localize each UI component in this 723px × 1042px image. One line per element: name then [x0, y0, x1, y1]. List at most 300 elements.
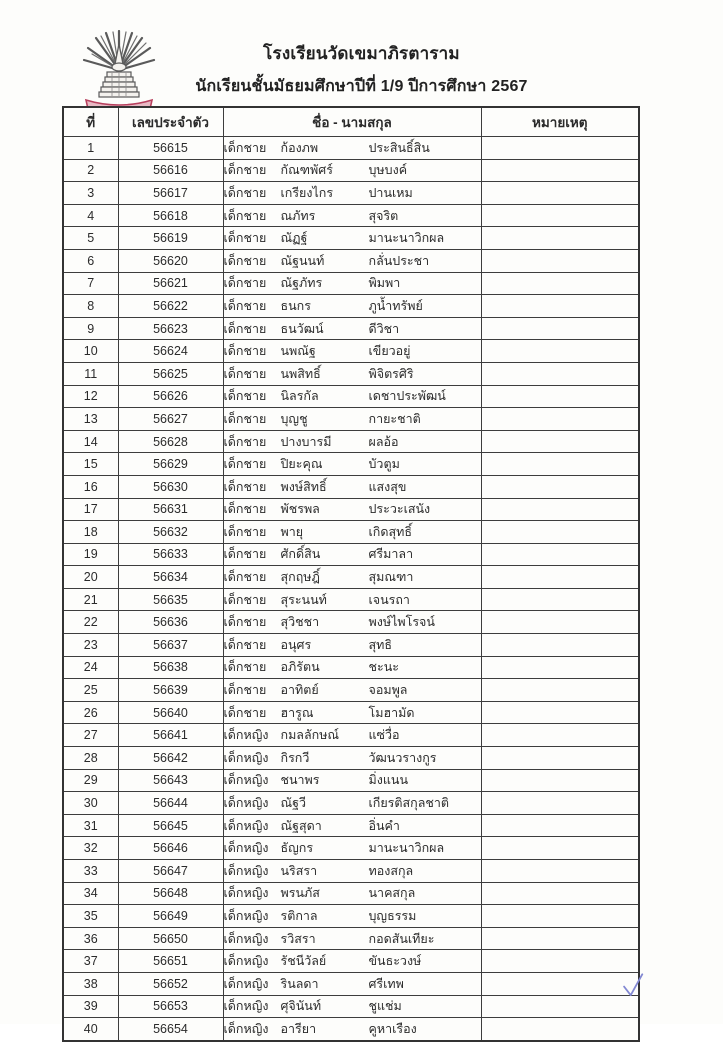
row-number-cell: 35 — [63, 905, 118, 928]
remark-cell — [481, 408, 639, 431]
student-name-cell — [223, 860, 481, 883]
student-last-name: ศรีมาลา — [368, 547, 414, 562]
remark-cell — [481, 362, 639, 385]
remark-cell — [481, 1018, 639, 1041]
row-number-cell: 24 — [63, 656, 118, 679]
student-id-cell: 56640 — [118, 701, 223, 724]
student-last-name: ศรีเทพ — [368, 976, 404, 991]
student-first-name: ณัฐวี — [280, 796, 307, 811]
student-first-name: นริสรา — [280, 863, 318, 878]
remark-cell — [481, 137, 639, 160]
student-first-name: พรนภัส — [280, 886, 320, 901]
table-row — [63, 204, 639, 227]
remark-cell — [481, 950, 639, 973]
student-name-cell — [223, 475, 481, 498]
student-last-name: ประสินธิ์สิน — [368, 140, 430, 155]
student-last-name: อิ่นคำ — [368, 818, 400, 833]
student-name-cell — [223, 566, 481, 589]
student-id-cell: 56654 — [118, 1018, 223, 1041]
row-number-cell: 28 — [63, 747, 118, 770]
student-first-name: ณัฏฐ์ — [280, 231, 308, 246]
student-id-cell: 56637 — [118, 634, 223, 657]
student-first-name: ณภัทร — [280, 208, 316, 223]
table-row — [63, 453, 639, 476]
student-first-name: พัชรพล — [280, 502, 320, 517]
student-first-name: เกรียงไกร — [280, 185, 334, 200]
row-number-cell: 9 — [63, 317, 118, 340]
remark-cell — [481, 385, 639, 408]
table-row — [63, 814, 639, 837]
student-id-cell: 56638 — [118, 656, 223, 679]
student-title: เด็กหญิง — [223, 886, 269, 901]
student-first-name: ศุจินันท์ — [280, 999, 322, 1014]
student-name-cell — [223, 430, 481, 453]
student-last-name: เกียรติสกุลชาติ — [368, 796, 449, 811]
student-id-cell: 56630 — [118, 475, 223, 498]
student-title: เด็กชาย — [223, 502, 267, 517]
student-last-name: ชูแช่ม — [368, 999, 402, 1014]
student-first-name: พงษ์สิทธิ์ — [280, 479, 327, 494]
row-number-cell: 13 — [63, 408, 118, 431]
student-title: เด็กชาย — [223, 411, 267, 426]
student-last-name: พงษ์ไพโรจน์ — [368, 615, 435, 630]
student-id-cell: 56641 — [118, 724, 223, 747]
student-title: เด็กหญิง — [223, 773, 269, 788]
row-number-cell: 5 — [63, 227, 118, 250]
student-id-cell: 56625 — [118, 362, 223, 385]
student-first-name: ปิยะคุณ — [280, 457, 323, 472]
table-row — [63, 747, 639, 770]
table-row — [63, 295, 639, 318]
remark-cell — [481, 972, 639, 995]
row-number-cell: 30 — [63, 792, 118, 815]
student-first-name: รวิสรา — [280, 931, 316, 946]
remark-cell — [481, 724, 639, 747]
student-first-name: กมลลักษณ์ — [280, 728, 340, 743]
student-id-cell: 56636 — [118, 611, 223, 634]
student-first-name: ณัฐนนท์ — [280, 253, 325, 268]
table-row — [63, 769, 639, 792]
student-title: เด็กหญิง — [223, 931, 269, 946]
student-last-name: เดชาประพัฒน์ — [368, 389, 446, 404]
student-last-name: วัฒนวรางกูร — [368, 750, 437, 765]
student-title: เด็กชาย — [223, 434, 267, 449]
student-name-cell — [223, 882, 481, 905]
student-first-name: อารียา — [280, 1021, 317, 1036]
student-title: เด็กชาย — [223, 298, 267, 313]
table-row — [63, 972, 639, 995]
school-name-title: โรงเรียนวัดเขมาภิรตาราม — [263, 44, 460, 63]
student-title: เด็กชาย — [223, 570, 267, 585]
student-first-name: ธัญกร — [280, 841, 314, 856]
remark-cell — [481, 475, 639, 498]
student-id-cell: 56627 — [118, 408, 223, 431]
student-name-cell — [223, 408, 481, 431]
student-first-name: ชนาพร — [280, 773, 320, 788]
remark-cell — [481, 882, 639, 905]
student-first-name: ธนกร — [280, 298, 311, 313]
table-row — [63, 701, 639, 724]
student-first-name: กัณฑพัศร์ — [280, 163, 333, 178]
remark-cell — [481, 543, 639, 566]
table-row — [63, 634, 639, 657]
student-name-cell — [223, 137, 481, 160]
table-row — [63, 159, 639, 182]
student-name-cell — [223, 498, 481, 521]
row-number-cell: 25 — [63, 679, 118, 702]
student-first-name: ก้องภพ — [280, 140, 319, 155]
table-row — [63, 249, 639, 272]
remark-cell — [481, 453, 639, 476]
table-row — [63, 611, 639, 634]
student-name-cell — [223, 995, 481, 1018]
student-name-cell — [223, 295, 481, 318]
table-row — [63, 860, 639, 883]
student-first-name: บุญชู — [280, 411, 308, 426]
student-title: เด็กหญิง — [223, 976, 269, 991]
table-row — [63, 475, 639, 498]
table-row — [63, 566, 639, 589]
student-id-cell: 56650 — [118, 927, 223, 950]
student-id-cell: 56632 — [118, 521, 223, 544]
student-name-cell — [223, 272, 481, 295]
row-number-cell: 1 — [63, 137, 118, 160]
table-row — [63, 724, 639, 747]
remark-cell — [481, 792, 639, 815]
student-last-name: กลั่นประชา — [368, 253, 430, 268]
student-last-name: สุจริต — [368, 208, 399, 223]
student-name-cell — [223, 453, 481, 476]
student-last-name: ประวะเสนัง — [368, 502, 431, 517]
student-first-name: รติกาล — [280, 908, 318, 923]
table-row — [63, 656, 639, 679]
student-first-name: ศักดิ์สิน — [280, 547, 321, 562]
student-name-cell — [223, 837, 481, 860]
student-last-name: พิมพา — [368, 276, 401, 291]
student-title: เด็กชาย — [223, 637, 267, 652]
student-title: เด็กชาย — [223, 276, 267, 291]
student-name-cell — [223, 814, 481, 837]
remark-cell — [481, 204, 639, 227]
remark-cell — [481, 588, 639, 611]
student-name-cell — [223, 204, 481, 227]
student-title: เด็กชาย — [223, 524, 267, 539]
student-last-name: เกิดสุทธิ์ — [368, 524, 412, 539]
row-number-cell: 14 — [63, 430, 118, 453]
remark-cell — [481, 837, 639, 860]
student-name-cell — [223, 905, 481, 928]
student-last-name: นาคสกุล — [368, 886, 416, 901]
student-id-cell: 56624 — [118, 340, 223, 363]
student-name-cell — [223, 543, 481, 566]
table-row — [63, 927, 639, 950]
remark-cell — [481, 927, 639, 950]
student-last-name: กอดสันเทียะ — [368, 931, 435, 946]
student-title: เด็กชาย — [223, 231, 267, 246]
row-number-cell: 19 — [63, 543, 118, 566]
row-number-cell: 4 — [63, 204, 118, 227]
table-row — [63, 227, 639, 250]
student-id-cell: 56623 — [118, 317, 223, 340]
student-name-cell — [223, 792, 481, 815]
row-number-cell: 16 — [63, 475, 118, 498]
remark-cell — [481, 521, 639, 544]
handwritten-checkmark — [619, 971, 647, 999]
student-name-cell — [223, 611, 481, 634]
student-last-name: ปานเหม — [368, 185, 413, 200]
student-id-cell: 56629 — [118, 453, 223, 476]
student-name-cell — [223, 317, 481, 340]
student-name-cell — [223, 362, 481, 385]
student-first-name: ธนวัฒน์ — [280, 321, 324, 336]
student-id-cell: 56626 — [118, 385, 223, 408]
student-id-cell: 56631 — [118, 498, 223, 521]
remark-cell — [481, 340, 639, 363]
student-last-name: ขันธะวงษ์ — [368, 954, 422, 969]
student-table-body — [63, 137, 639, 1041]
student-id-cell: 56618 — [118, 204, 223, 227]
student-title: เด็กชาย — [223, 366, 267, 381]
student-title: เด็กหญิง — [223, 863, 269, 878]
remark-cell — [481, 701, 639, 724]
remark-cell — [481, 272, 639, 295]
student-id-cell: 56615 — [118, 137, 223, 160]
student-title: เด็กชาย — [223, 140, 267, 155]
student-id-cell: 56645 — [118, 814, 223, 837]
student-id-cell: 56617 — [118, 182, 223, 205]
table-row — [63, 430, 639, 453]
row-number-cell: 15 — [63, 453, 118, 476]
student-last-name: ทองสกุล — [368, 863, 414, 878]
student-name-cell — [223, 1018, 481, 1041]
table-row — [63, 137, 639, 160]
student-last-name: มิ่งแนน — [368, 773, 408, 788]
student-id-cell: 56646 — [118, 837, 223, 860]
student-title: เด็กชาย — [223, 479, 267, 494]
student-name-cell — [223, 159, 481, 182]
student-title: เด็กหญิง — [223, 818, 269, 833]
student-name-cell — [223, 679, 481, 702]
student-first-name: สุระนนท์ — [280, 592, 327, 607]
student-name-cell — [223, 521, 481, 544]
remark-cell — [481, 566, 639, 589]
student-title: เด็กชาย — [223, 344, 267, 359]
row-number-cell: 21 — [63, 588, 118, 611]
student-id-cell: 56643 — [118, 769, 223, 792]
row-number-cell: 23 — [63, 634, 118, 657]
student-last-name: ภูน้ำทรัพย์ — [368, 298, 423, 313]
remark-cell — [481, 611, 639, 634]
student-id-cell: 56644 — [118, 792, 223, 815]
student-id-cell: 56635 — [118, 588, 223, 611]
student-last-name: มานะนาวิกผล — [368, 841, 445, 856]
document-header — [0, 30, 723, 110]
remark-cell — [481, 498, 639, 521]
student-last-name: แสงสุข — [368, 479, 407, 494]
student-title: เด็กหญิง — [223, 841, 269, 856]
table-row — [63, 498, 639, 521]
student-title: เด็กชาย — [223, 592, 267, 607]
student-roster-table — [62, 106, 640, 1042]
student-title: เด็กหญิง — [223, 1021, 269, 1036]
table-row — [63, 362, 639, 385]
row-number-cell: 37 — [63, 950, 118, 973]
student-first-name: รินลดา — [280, 976, 319, 991]
student-title: เด็กชาย — [223, 683, 267, 698]
row-number-cell: 32 — [63, 837, 118, 860]
row-number-cell: 26 — [63, 701, 118, 724]
student-first-name: ณัฐภัทร — [280, 276, 323, 291]
table-row — [63, 543, 639, 566]
student-first-name: ณัฐสุดา — [280, 818, 322, 833]
table-header-row — [63, 107, 639, 137]
student-title: เด็กหญิง — [223, 908, 269, 923]
remark-cell — [481, 182, 639, 205]
student-name-cell — [223, 724, 481, 747]
table-row — [63, 905, 639, 928]
student-last-name: พิจิตรศิริ — [368, 366, 414, 381]
row-number-cell: 11 — [63, 362, 118, 385]
student-id-cell: 56622 — [118, 295, 223, 318]
student-first-name: นพณัฐ — [280, 344, 316, 359]
remark-cell — [481, 860, 639, 883]
student-last-name: ชะนะ — [368, 660, 399, 675]
table-row — [63, 882, 639, 905]
student-last-name: บุญธรรม — [368, 908, 417, 923]
table-row — [63, 588, 639, 611]
student-last-name: โมฮามัด — [368, 705, 415, 720]
row-number-cell: 27 — [63, 724, 118, 747]
row-number-cell: 6 — [63, 249, 118, 272]
table-row — [63, 317, 639, 340]
student-id-cell: 56639 — [118, 679, 223, 702]
row-number-cell: 3 — [63, 182, 118, 205]
student-name-cell — [223, 588, 481, 611]
table-row — [63, 408, 639, 431]
remark-cell — [481, 747, 639, 770]
remark-cell — [481, 249, 639, 272]
student-first-name: รัชนีวัลย์ — [280, 954, 327, 969]
student-id-cell: 56621 — [118, 272, 223, 295]
remark-cell — [481, 656, 639, 679]
remark-cell — [481, 769, 639, 792]
student-name-cell — [223, 747, 481, 770]
student-id-cell: 56649 — [118, 905, 223, 928]
table-row — [63, 521, 639, 544]
row-number-cell: 34 — [63, 882, 118, 905]
remark-cell — [481, 159, 639, 182]
student-name-cell — [223, 182, 481, 205]
student-first-name: ฮารูณ — [280, 705, 314, 720]
table-row — [63, 182, 639, 205]
student-last-name: เจนรถา — [368, 592, 410, 607]
table-row — [63, 272, 639, 295]
student-title: เด็กชาย — [223, 615, 267, 630]
row-number-cell: 29 — [63, 769, 118, 792]
remark-cell — [481, 317, 639, 340]
student-first-name: อภิรัตน — [280, 660, 320, 675]
remark-cell — [481, 295, 639, 318]
row-number-cell: 12 — [63, 385, 118, 408]
student-last-name: บุษบงค์ — [368, 163, 408, 178]
student-last-name: จอมพูล — [368, 683, 408, 698]
student-id-cell: 56634 — [118, 566, 223, 589]
student-first-name: นิลรกัล — [280, 389, 319, 404]
student-first-name: สุกฤษฎิ์ — [280, 570, 320, 585]
student-title: เด็กชาย — [223, 547, 267, 562]
student-id-cell: 56651 — [118, 950, 223, 973]
student-id-cell: 56620 — [118, 249, 223, 272]
header-student-id: เลขประจำตัว — [118, 107, 223, 137]
table-row — [63, 792, 639, 815]
student-id-cell: 56633 — [118, 543, 223, 566]
student-name-cell — [223, 701, 481, 724]
table-row — [63, 1018, 639, 1041]
student-name-cell — [223, 340, 481, 363]
student-last-name: เขียวอยู่ — [368, 344, 411, 359]
student-title: เด็กหญิง — [223, 750, 269, 765]
table-row — [63, 385, 639, 408]
row-number-cell: 40 — [63, 1018, 118, 1041]
student-name-cell — [223, 656, 481, 679]
row-number-cell: 17 — [63, 498, 118, 521]
row-number-cell: 39 — [63, 995, 118, 1018]
row-number-cell: 8 — [63, 295, 118, 318]
row-number-cell: 18 — [63, 521, 118, 544]
student-name-cell — [223, 227, 481, 250]
remark-cell — [481, 227, 639, 250]
student-first-name: ปางบารมี — [280, 434, 332, 449]
student-title: เด็กชาย — [223, 705, 267, 720]
header-name: ชื่อ - นามสกุล — [223, 107, 481, 137]
student-id-cell: 56642 — [118, 747, 223, 770]
row-number-cell: 2 — [63, 159, 118, 182]
student-title: เด็กชาย — [223, 389, 267, 404]
student-title: เด็กหญิง — [223, 999, 269, 1014]
student-name-cell — [223, 927, 481, 950]
student-last-name: สุมณฑา — [368, 570, 414, 585]
remark-cell — [481, 634, 639, 657]
table-row — [63, 340, 639, 363]
remark-cell — [481, 905, 639, 928]
remark-cell — [481, 679, 639, 702]
student-name-cell — [223, 769, 481, 792]
student-id-cell: 56652 — [118, 972, 223, 995]
student-first-name: สุวิชชา — [280, 615, 320, 630]
student-id-cell: 56616 — [118, 159, 223, 182]
student-id-cell: 56647 — [118, 860, 223, 883]
header-no: ที่ — [63, 107, 118, 137]
student-title: เด็กชาย — [223, 660, 267, 675]
row-number-cell: 33 — [63, 860, 118, 883]
student-title: เด็กหญิง — [223, 796, 269, 811]
remark-cell — [481, 814, 639, 837]
student-title: เด็กชาย — [223, 253, 267, 268]
remark-cell — [481, 995, 639, 1018]
student-name-cell — [223, 950, 481, 973]
table-row — [63, 995, 639, 1018]
row-number-cell: 31 — [63, 814, 118, 837]
student-name-cell — [223, 634, 481, 657]
student-title: เด็กชาย — [223, 163, 267, 178]
header-remark: หมายเหตุ — [481, 107, 639, 137]
student-title: เด็กชาย — [223, 457, 267, 472]
table-row — [63, 837, 639, 860]
row-number-cell: 10 — [63, 340, 118, 363]
student-name-cell — [223, 972, 481, 995]
student-last-name: สุทธิ — [368, 637, 392, 652]
student-last-name: มานะนาวิกผล — [368, 231, 445, 246]
